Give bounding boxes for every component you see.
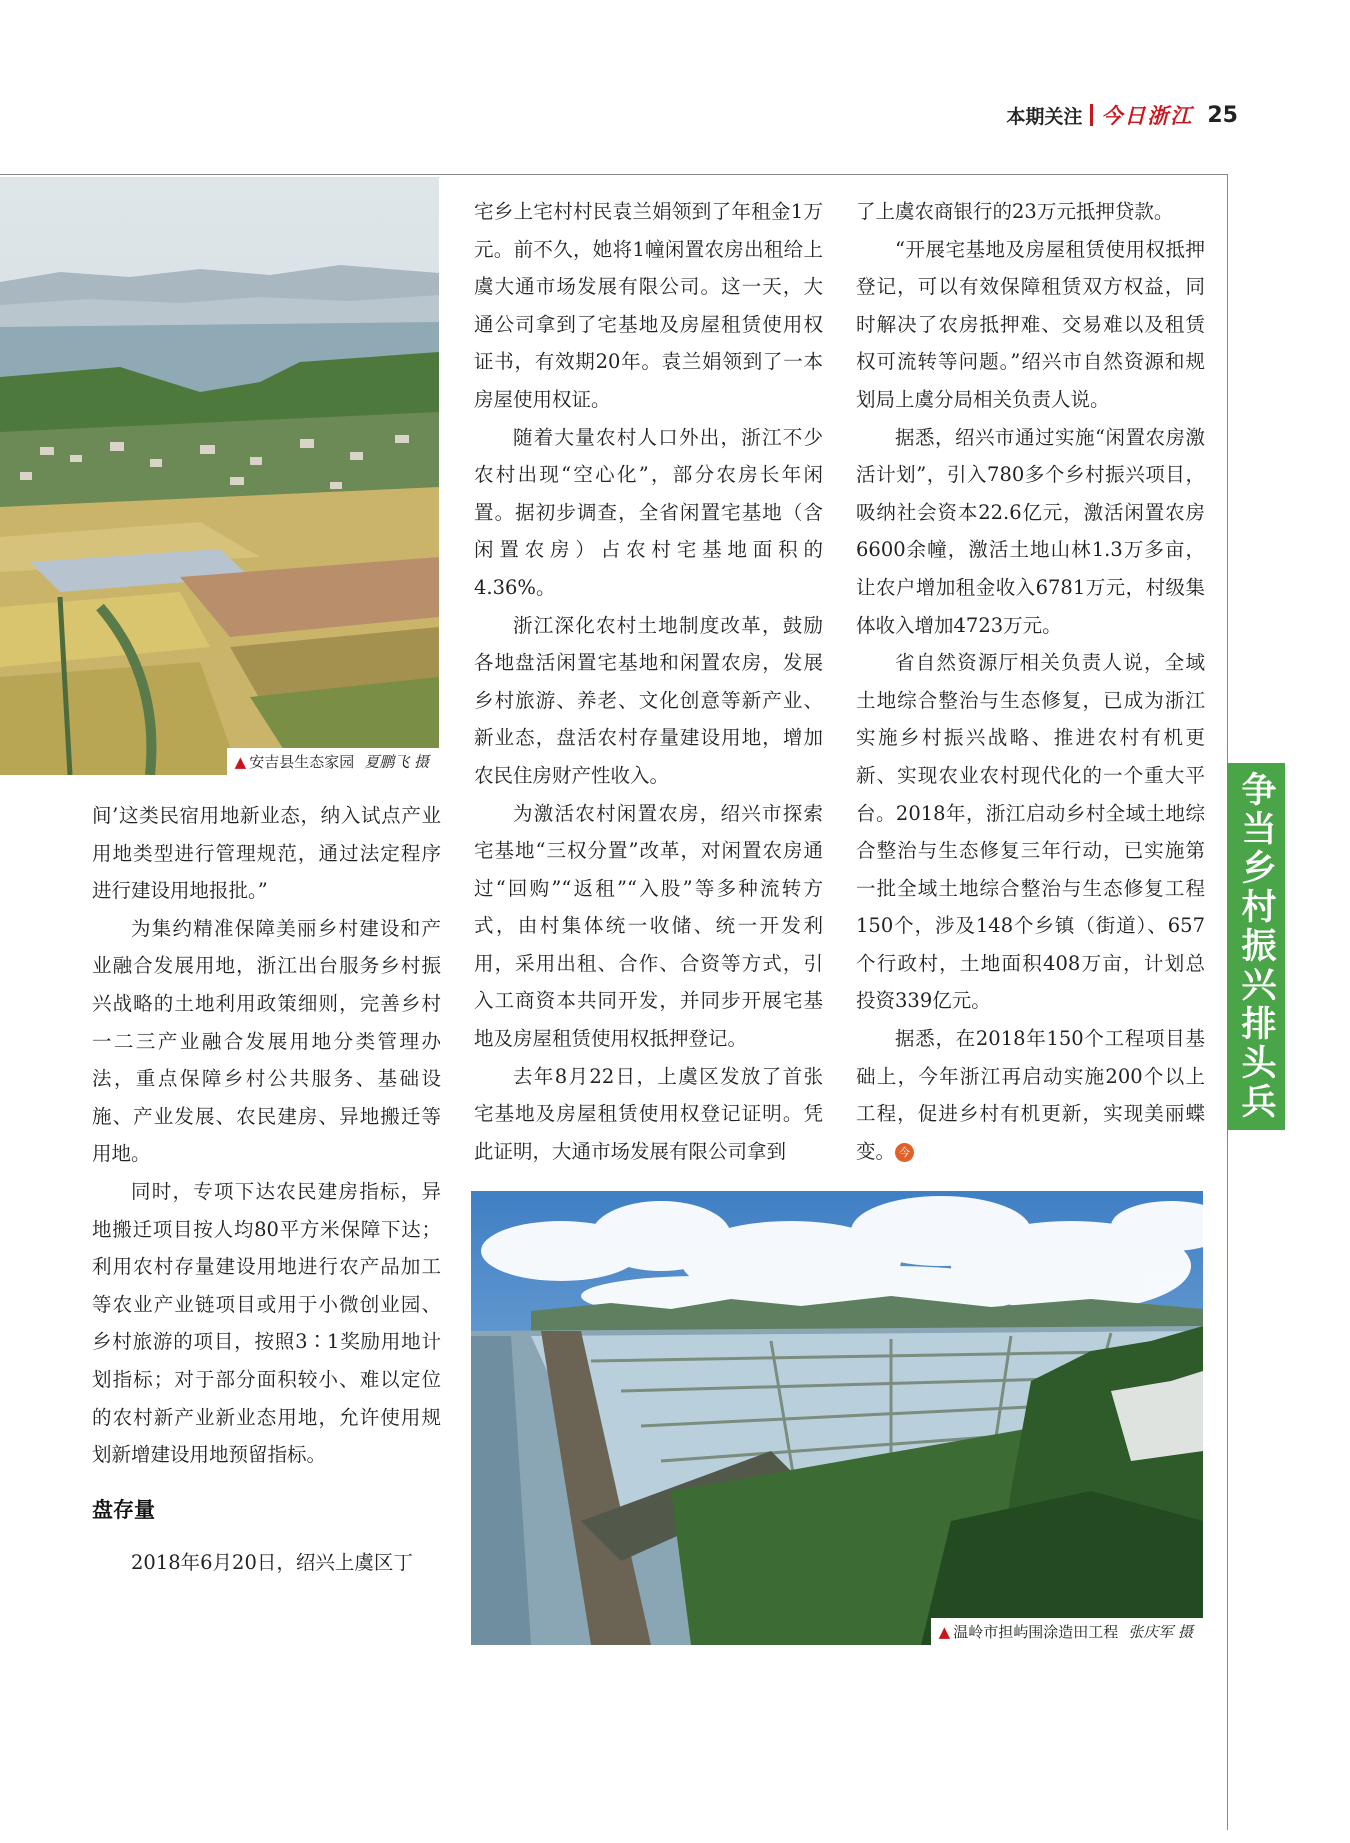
paragraph: 省自然资源厅相关负责人说，全域土地综合整治与生态修复，已成为浙江实施乡村振兴战略、推进农村有机更新、实现农业农村现代化的一个重大平台。2018年，浙江启动乡村全域土地综合整治与生态修复三年行动，已实施第一批全域土地综合整治与生态修复工程150个，涉及148个乡镇（街道）、657个行政村，土地面积408万亩，计划总投资339亿元。 xyxy=(856,651,1205,1013)
paragraph: 据悉，在2018年150个工程项目基础上，今年浙江再启动实施200个以上工程，促进乡村有机更新，实现美丽蝶变。 今 xyxy=(856,1027,1205,1163)
paragraph: 随着大量农村人口外出，浙江不少农村出现“空心化”，部分农房长年闲置。据初步调查，全省闲置宅基地（含闲置农房）占农村宅基地面积的4.36%。 xyxy=(474,425,823,599)
header-divider xyxy=(1090,104,1093,126)
magazine-logo: 今日浙江 xyxy=(1101,104,1194,128)
paragraph: 宅乡上宅村村民袁兰娟领到了年租金1万元。前不久，她将1幢闲置农房出租给上虞大通市场发展有限公司。这一天，大通公司拿到了宅基地及房屋租赁使用权证书，有效期20年。袁兰娟领到了一本房屋使用权证。 xyxy=(474,200,823,411)
aerial-farmland-image xyxy=(0,177,439,775)
article-column-3 xyxy=(856,193,1205,1170)
page-header xyxy=(1006,100,1238,130)
photo-caption: ▲ 温岭市担屿围涂造田工程 张庆军 摄 xyxy=(931,1618,1203,1645)
top-rule xyxy=(0,174,1228,175)
paragraph: 为激活农村闲置农房，绍兴市探索宅基地“三权分置”改革，对闲置农房通过“回购”“返租”“入股”等多种流转方式，由村集体统一收储、统一开发利用，采用出租、合作、合资等方式，引入工商资本共同开发，并同步开展宅基地及房屋租赁使用权抵押登记。 xyxy=(474,801,823,1051)
section-heading: 盘存量 xyxy=(92,1497,155,1522)
coastal-reclamation-image xyxy=(471,1191,1203,1645)
paragraph: 了上虞农商银行的23万元抵押贷款。 xyxy=(856,200,1174,223)
photo-wenling-reclamation xyxy=(471,1191,1203,1645)
photo-caption: ▲ 安吉县生态家园 夏鹏飞 摄 xyxy=(227,748,439,775)
paragraph: 浙江深化农村土地制度改革，鼓励各地盘活闲置宅基地和闲置农房，发展乡村旅游、养老、文化创意等新产业、新业态，盘活农村存量建设用地，增加农民住房财产性收入。 xyxy=(474,613,823,787)
paragraph: 2018年6月20日，绍兴上虞区丁 xyxy=(131,1550,413,1574)
triangle-marker-icon: ▲ xyxy=(938,1623,951,1641)
article-column-1 xyxy=(92,797,441,1581)
triangle-marker-icon: ▲ xyxy=(234,753,247,771)
article-end-icon: 今 xyxy=(895,1143,914,1162)
paragraph: 间’这类民宿用地新业态，纳入试点产业用地类型进行管理规范，通过法定程序进行建设用地报批。” xyxy=(92,804,441,903)
paragraph: 据悉，绍兴市通过实施“闲置农房激活计划”，引入780多个乡村振兴项目，吸纳社会资本22.6亿元，激活闲置农房6600余幢，激活土地山林1.3万多亩，让农户增加租金收入6781万元，村级集体收入增加4723万元。 xyxy=(856,425,1205,637)
photo-anji-village xyxy=(0,177,439,775)
paragraph: 同时，专项下达农民建房指标，异地搬迁项目按人均80平方米保障下达；利用农村存量建设用地进行农产品加工等农业产业链项目或用于小微创业园、乡村旅游的项目，按照3∶1奖励用地计划指标；对于部分面积较小、难以定位的农村新产业新业态用地，允许使用规划新增建设用地预留指标。 xyxy=(92,1179,441,1467)
article-column-2 xyxy=(474,193,823,1170)
section-side-tab: 争当乡村振兴排头兵 xyxy=(1227,763,1285,1130)
paragraph: 去年8月22日，上虞区发放了首张宅基地及房屋租赁使用权登记证明。凭此证明，大通市场发展有限公司拿到 xyxy=(474,1064,823,1163)
paragraph: “开展宅基地及房屋租赁使用权抵押登记，可以有效保障租赁双方权益，同时解决了农房抵押难、交易难以及租赁权可流转等问题。”绍兴市自然资源和规划局上虞分局相关负责人说。 xyxy=(856,237,1205,411)
section-label: 本期关注 xyxy=(1006,105,1083,128)
paragraph: 为集约精准保障美丽乡村建设和产业融合发展用地，浙江出台服务乡村振兴战略的土地利用政策细则，完善乡村一二三产业融合发展用地分类管理办法，重点保障乡村公共服务、基础设施、产业发展、农民建房、异地搬迁等用地。 xyxy=(92,916,441,1166)
page-number: 25 xyxy=(1207,102,1238,128)
